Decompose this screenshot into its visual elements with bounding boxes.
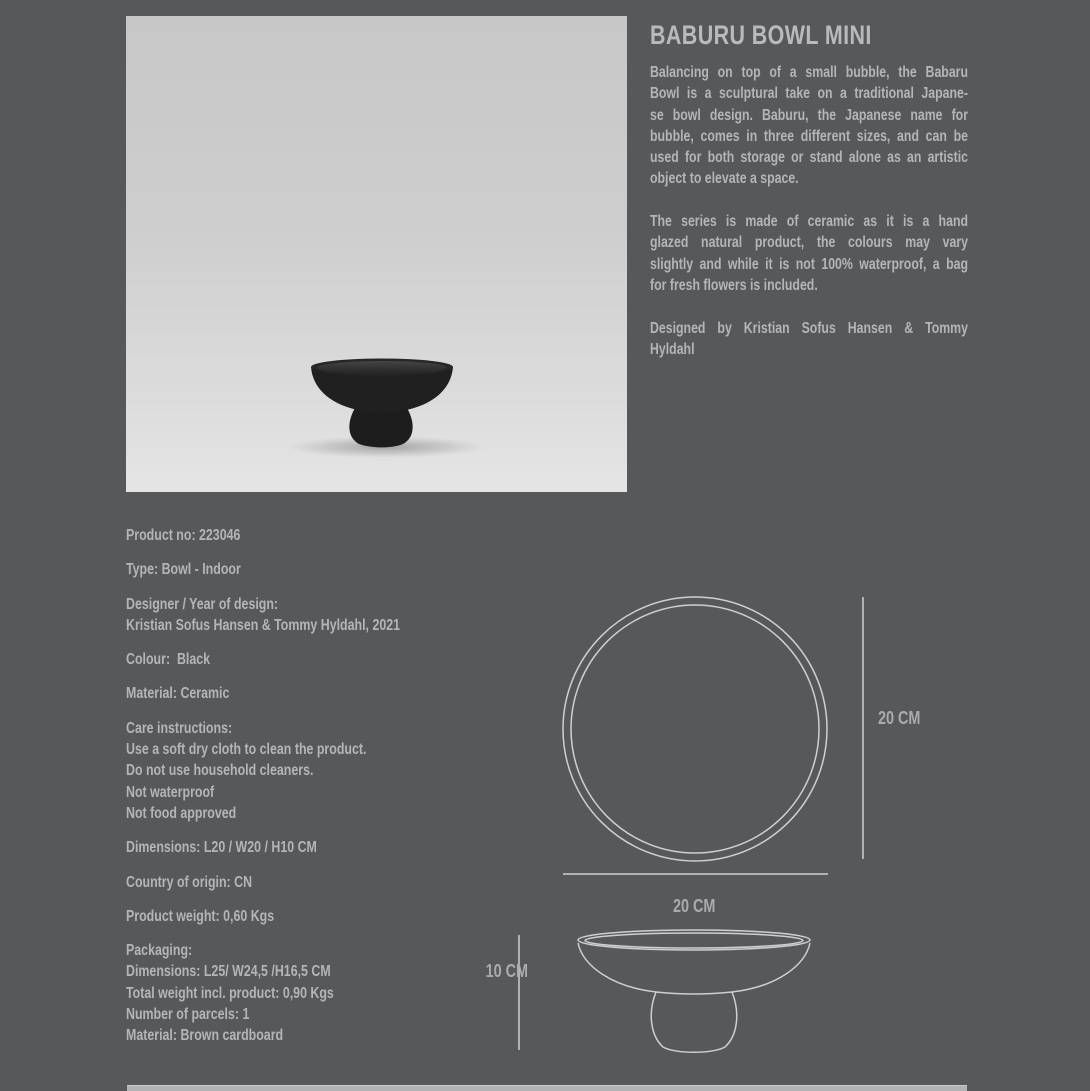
page-title: BABURU BOWL MINI (650, 20, 872, 50)
dimension-label-diameter-height: 20 CM (878, 708, 921, 728)
top-view-drawing (563, 597, 863, 874)
side-view-bowl-outline (578, 943, 810, 994)
top-view-inner-circle (571, 605, 819, 853)
detail-colour: Colour: Black (126, 651, 211, 669)
dimension-label-side-height: 10 CM (485, 961, 528, 981)
bowl-foot (349, 408, 412, 447)
description-line: used for both storage or stand alone as an artistic (650, 149, 968, 167)
side-view-foot-outline (651, 992, 736, 1052)
description-line: bubble, comes in three different sizes, and can be (650, 127, 968, 145)
description-line: Balancing on top of a small bubble, the Babaru (650, 64, 968, 81)
detail-type: Type: Bowl - Indoor (126, 561, 241, 579)
dimension-label-diameter-width: 20 CM (673, 896, 716, 916)
side-view-rim-inner (585, 933, 803, 948)
detail-material: Material: Ceramic (126, 685, 230, 703)
description-line: Hyldahl (650, 340, 695, 358)
description-paragraph (650, 62, 968, 190)
description-line: Designed by Kristian Sofus Hansen & Tommy (650, 319, 968, 337)
side-view-rim-outer (578, 930, 810, 950)
description-line: The series is made of ceramic as it is a hand (650, 213, 968, 231)
description-line: glazed natural product, the colours may vary (650, 234, 968, 252)
description-line: se bowl design. Baburu, the Japanese name for (650, 106, 968, 124)
top-view-outer-circle (563, 597, 827, 861)
detail-care-instructions: Care instructions: Use a soft dry cloth to clean the product. Do not use household cleaners. Not waterproof Not food approved (126, 719, 367, 822)
bowl-inner-surface (318, 361, 447, 374)
description-line: Bowl is a sculptural take on a traditional Japane- (650, 85, 968, 103)
detail-country-of-origin: Country of origin: CN (126, 873, 253, 891)
detail-packaging: Packaging: Dimensions: L25/ W24,5 /H16,5 CM Total weight incl. product: 0,90 Kgs Number of parcels: 1 Material: Brown cardboard (126, 942, 334, 1045)
product-photo (126, 16, 627, 492)
detail-designer-year: Designer / Year of design: Kristian Sofus Hansen & Tommy Hyldahl, 2021 (126, 595, 401, 634)
product-details-column (126, 525, 470, 1060)
detail-product-no: Product no: 223046 (126, 527, 241, 544)
side-view-drawing (519, 930, 810, 1052)
description-column (650, 20, 968, 360)
bowl-photo-illustration (126, 16, 627, 492)
page-edge-strip (127, 1085, 967, 1091)
description-line: for fresh flowers is included. (650, 276, 818, 294)
description-line: object to elevate a space. (650, 170, 799, 188)
detail-product-weight: Product weight: 0,60 Kgs (126, 907, 275, 925)
description-line: slightly and while it is not 100% waterproof, a bag (650, 255, 968, 273)
designer-credit (650, 318, 968, 361)
description-paragraph (650, 211, 968, 296)
detail-dimensions: Dimensions: L20 / W20 / H10 CM (126, 839, 317, 857)
